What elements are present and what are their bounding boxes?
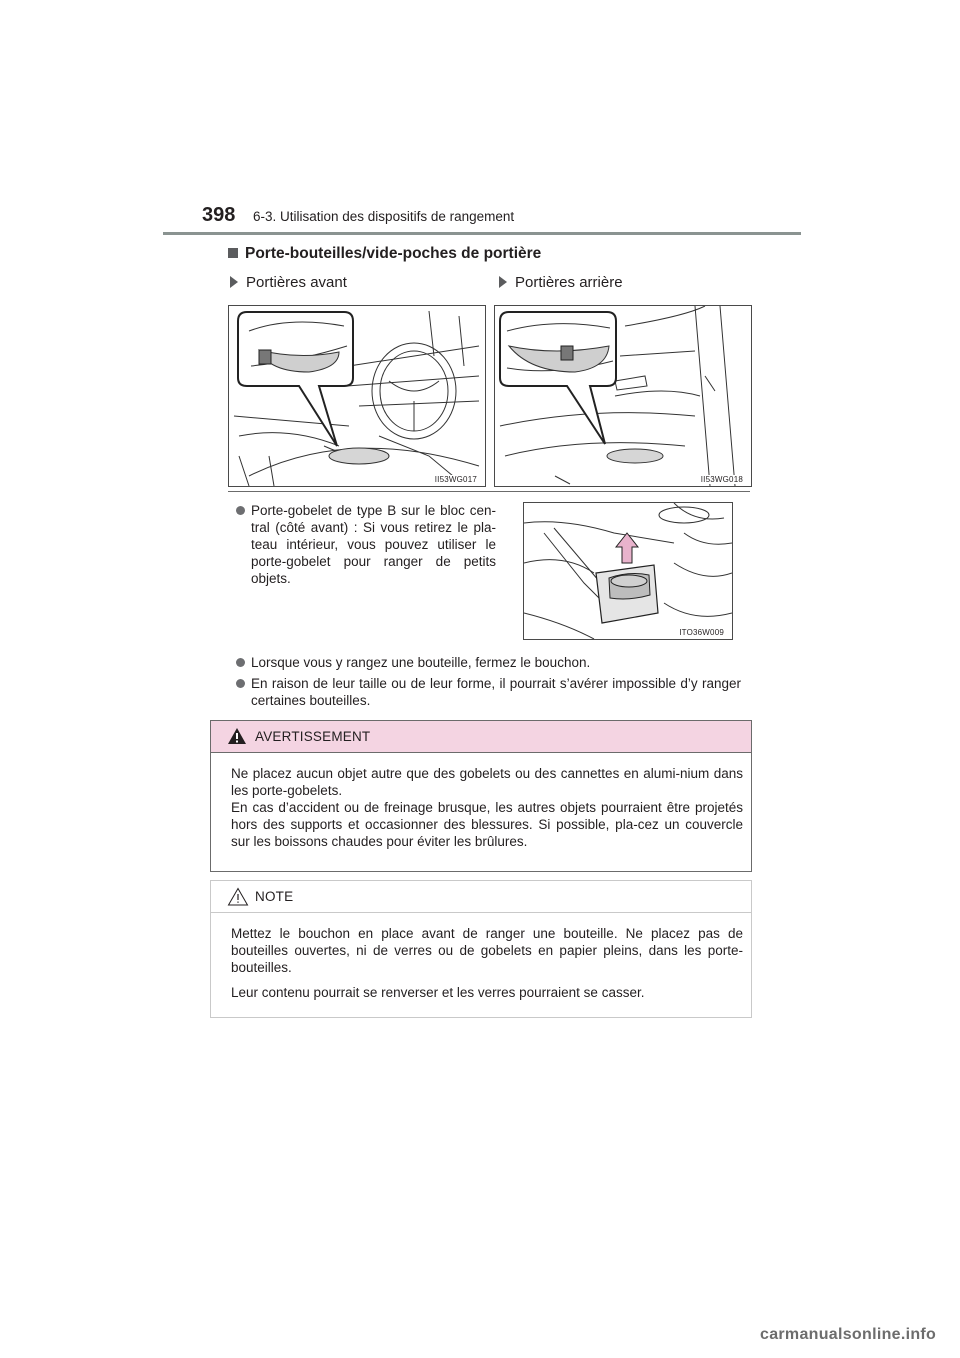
rear-door-illustration [494, 305, 752, 487]
warning-title: AVERTISSEMENT [255, 729, 371, 744]
bullet-item-bottle-size [251, 675, 741, 709]
bullet-item-cupholder [251, 502, 496, 587]
bullet-dot-icon [236, 658, 245, 667]
warning-body [231, 765, 743, 850]
triangle-right-icon [499, 276, 507, 288]
watermark: carmanualsonline.info [760, 1326, 937, 1343]
note-paragraph-2: Leur contenu pourrait se renverser et les verres pourraient se casser. [231, 985, 645, 1000]
caution-outline-icon [227, 887, 249, 906]
note-body [231, 925, 743, 1009]
bullet-dot-icon [236, 506, 245, 515]
bullet-item-bottle-cap [251, 654, 741, 671]
cupholder-illustration [523, 502, 733, 640]
running-head: 6-3. Utilisation des dispositifs de rangement [253, 209, 515, 224]
rear-doors-label-text: Portières arrière [515, 274, 623, 291]
warning-header [211, 721, 751, 753]
note-box [210, 880, 752, 1018]
triangle-right-icon [230, 276, 238, 288]
bullet-dot-icon [236, 679, 245, 688]
front-doors-label [230, 274, 347, 291]
bullet-text: En raison de leur taille ou de leur forme, il pourrait s’avérer impossible d’y ranger certaines bouteilles. [251, 676, 741, 708]
note-header [211, 881, 751, 913]
warning-line-1: Ne placez aucun objet autre que des gobelets ou des cannettes en alumi-nium dans les porte-gobelets. [231, 766, 743, 798]
square-bullet-icon [228, 248, 238, 258]
note-paragraph-1: Mettez le bouchon en place avant de ranger une bouteille. Ne placez pas de bouteilles ouvertes, ni de verres ou de gobelets en papier pleins, dans les porte-bouteilles. [231, 926, 743, 975]
rear-figure-code: II53WG018 [700, 475, 743, 484]
bullet-text: Lorsque vous y rangez une bouteille, fermez le bouchon. [251, 655, 591, 670]
warning-line-2: En cas d’accident ou de freinage brusque, les autres objets pourraient être projetés hors des supports et occasionner des blessures. Si possible, pla-cez un couvercle sur les boissons chaudes pour éviter les brûlures. [231, 800, 743, 849]
front-doors-label-text: Portières avant [246, 274, 347, 291]
front-door-illustration [228, 305, 486, 487]
section-title [228, 245, 541, 263]
note-title: NOTE [255, 889, 294, 904]
bullet-text: Porte-gobelet de type B sur le bloc cen-tral (côté avant) : Si vous retirez le pla-teau intérieur, vous pouvez utiliser le porte-gobelet pour ranger de petits objets. [251, 503, 496, 586]
rear-door-drawing [495, 306, 751, 486]
cupholder-figure-code: ITO36W009 [679, 628, 724, 637]
rear-doors-label [499, 274, 623, 291]
section-title-text: Porte-bouteilles/vide-poches de portière [245, 245, 542, 262]
cupholder-drawing [524, 503, 732, 639]
figure-divider [228, 491, 750, 492]
header-rule [163, 232, 801, 235]
page-number: 398 [202, 204, 236, 226]
front-door-drawing [229, 306, 485, 486]
warning-triangle-icon [227, 727, 247, 745]
front-figure-code: II53WG017 [434, 475, 477, 484]
warning-box [210, 720, 752, 872]
